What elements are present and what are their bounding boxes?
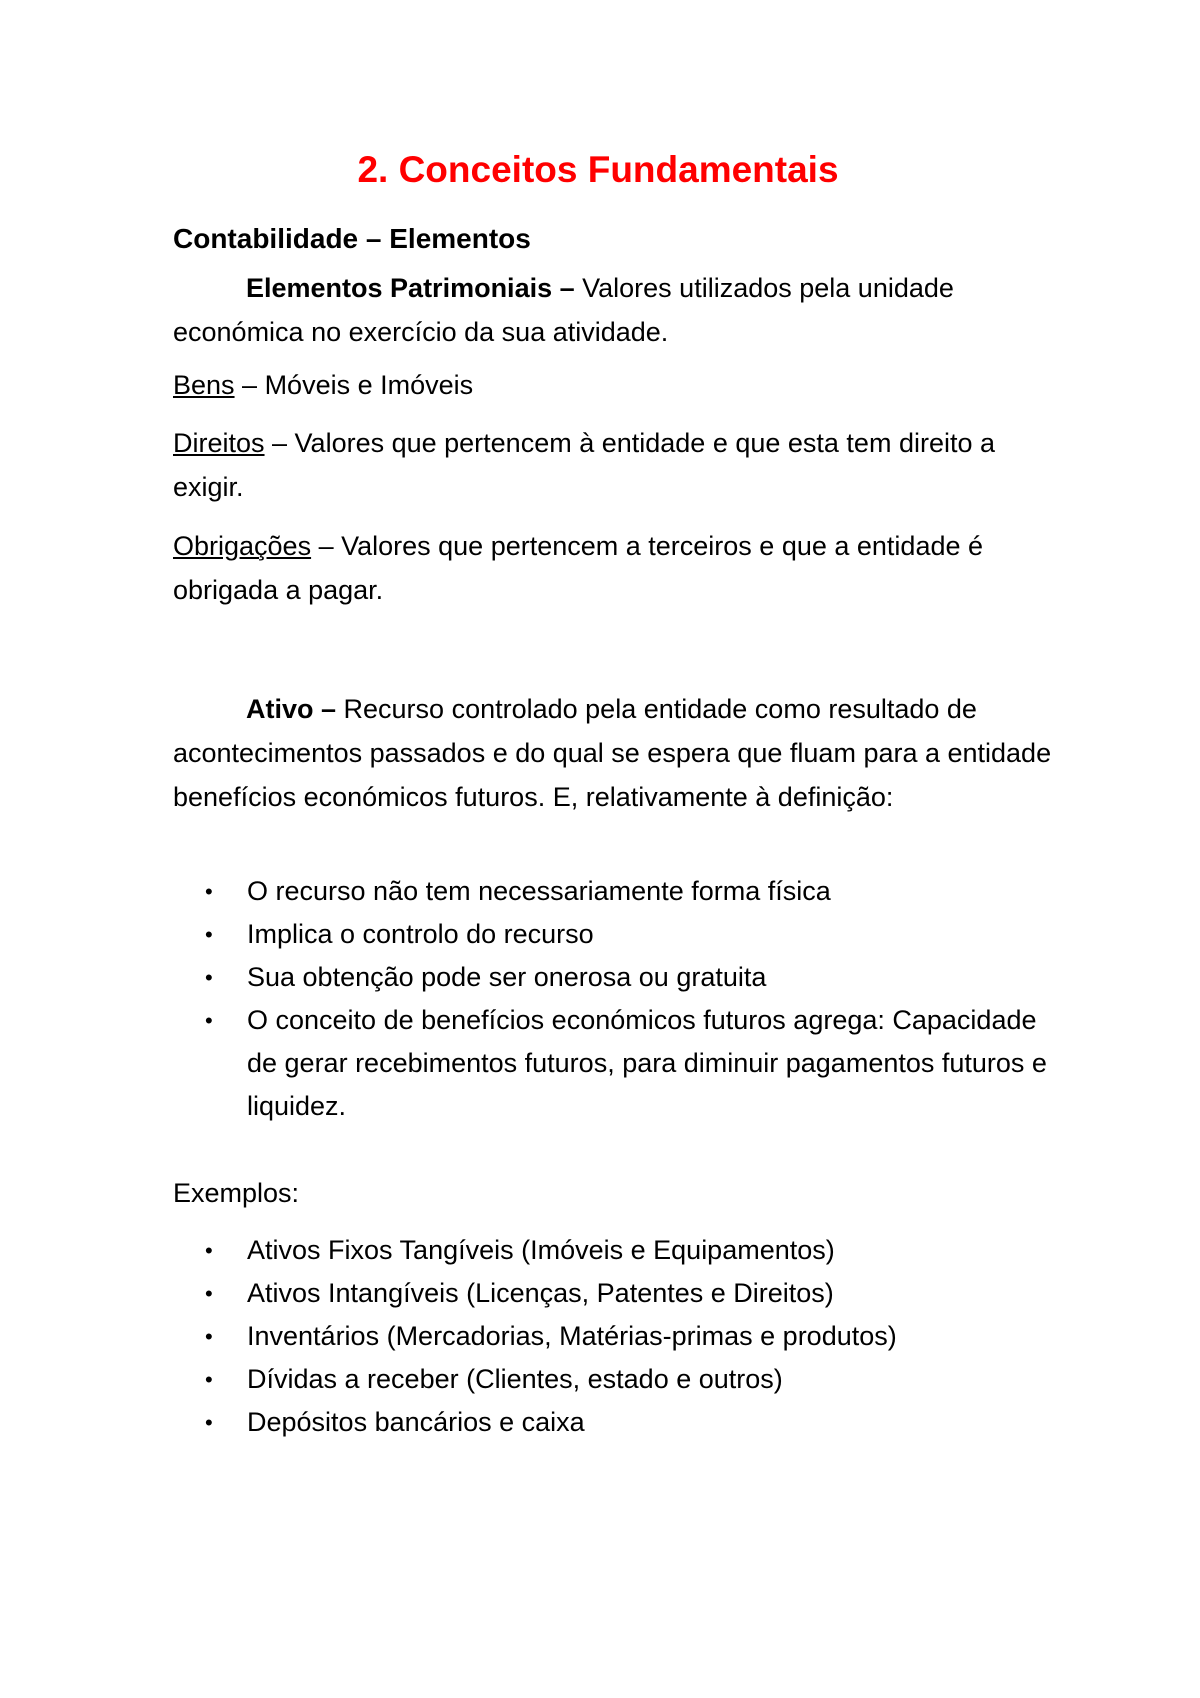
list-item: [173, 1315, 1053, 1358]
list-item: [173, 1358, 1053, 1401]
list-item: [173, 1229, 1053, 1272]
bullet-icon: •: [205, 1367, 213, 1392]
bens-text: – Móveis e Imóveis: [234, 370, 474, 400]
bullet-icon: •: [205, 1410, 213, 1435]
list-item-text: Inventários (Mercadorias, Matérias-primas e produtos): [247, 1321, 897, 1351]
direitos-paragraph: [173, 421, 1053, 509]
list-item: [173, 913, 1053, 956]
list-item-text: Dívidas a receber (Clientes, estado e outros): [247, 1364, 783, 1394]
list-item-text: Sua obtenção pode ser onerosa ou gratuita: [247, 962, 767, 992]
list-item-text: Implica o controlo do recurso: [247, 919, 594, 949]
ativo-paragraph: [173, 687, 1053, 819]
list-item-text: Ativos Intangíveis (Licenças, Patentes e Direitos): [247, 1278, 834, 1308]
bens-term: Bens: [173, 370, 235, 400]
list-item: [173, 1272, 1053, 1315]
bullet-icon: •: [205, 922, 213, 947]
direitos-term: Direitos: [173, 428, 265, 458]
bullet-icon: •: [205, 1238, 213, 1263]
list-item-text: Ativos Fixos Tangíveis (Imóveis e Equipamentos): [247, 1235, 835, 1265]
bullet-icon: •: [205, 1008, 213, 1033]
elementos-patrimoniais-term: Elementos Patrimoniais: [246, 273, 553, 303]
bens-paragraph: [173, 363, 1053, 407]
section-heading: Contabilidade – Elementos: [173, 223, 531, 254]
list-item-text: Depósitos bancários e caixa: [247, 1407, 585, 1437]
obrigacoes-term: Obrigações: [173, 531, 312, 561]
list-item-text: O conceito de benefícios económicos futuros agrega: Capacidade de gerar recebimentos futuros, para diminuir pagamentos futuros e liquidez.: [247, 1005, 1047, 1121]
list-item: [173, 999, 1053, 1128]
ativo-bullet-list: [173, 870, 1053, 1128]
direitos-text: – Valores que pertencem à entidade e que esta tem direito a exigir.: [173, 428, 995, 502]
page-title: 2. Conceitos Fundamentais: [357, 149, 839, 190]
bullet-icon: •: [205, 879, 213, 904]
exemplos-label: Exemplos:: [173, 1178, 300, 1208]
list-item: [173, 1401, 1053, 1444]
obrigacoes-text: – Valores que pertencem a terceiros e que a entidade é obrigada a pagar.: [173, 531, 984, 605]
list-item-text: O recurso não tem necessariamente forma física: [247, 876, 831, 906]
bullet-icon: •: [205, 1324, 213, 1349]
exemplos-bullet-list: [173, 1229, 1053, 1444]
term-dash: –: [313, 694, 344, 724]
list-item: [173, 870, 1053, 913]
term-dash: –: [552, 273, 583, 303]
obrigacoes-paragraph: [173, 524, 1053, 612]
elementos-patrimoniais-text: Valores utilizados pela unidade económica no exercício da sua atividade.: [173, 273, 954, 347]
ativo-term: Ativo: [246, 694, 314, 724]
elementos-patrimoniais-paragraph: [173, 266, 1053, 354]
bullet-icon: •: [205, 965, 213, 990]
list-item: [173, 956, 1053, 999]
bullet-icon: •: [205, 1281, 213, 1306]
ativo-text: Recurso controlado pela entidade como resultado de acontecimentos passados e do qual se espera que fluam para a entidade benefícios económicos futuros. E, relativamente à definição:: [173, 694, 1052, 812]
